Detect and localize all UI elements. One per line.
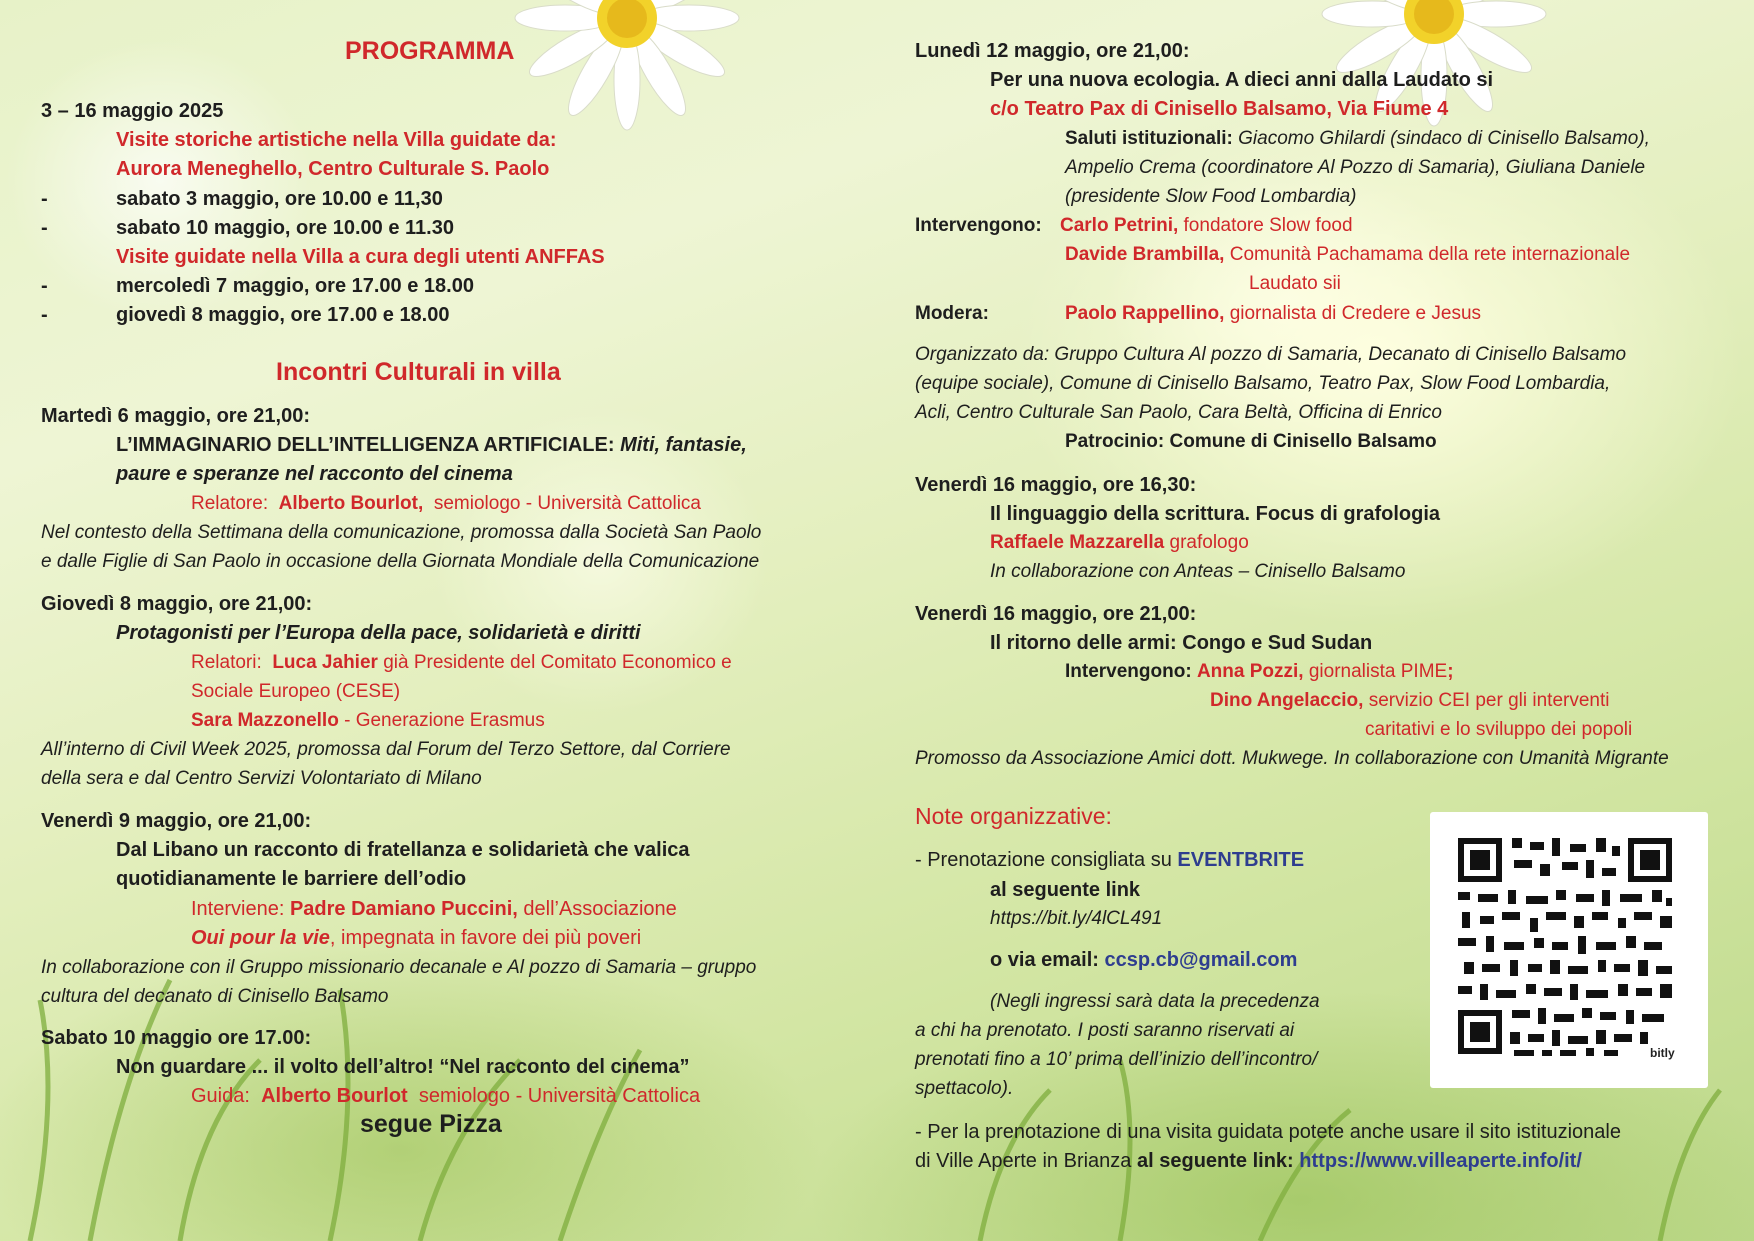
- booking-line: - Prenotazione consigliata su EVENTBRITE: [915, 849, 1305, 871]
- qr-code[interactable]: [1430, 812, 1708, 1088]
- priority-note: a chi ha prenotato. I posti saranno riservati ai: [915, 1020, 1295, 1041]
- event-title: Per una nuova ecologia. A dieci anni dalla Laudato si: [990, 69, 1494, 91]
- priority-note: prenotati fino a 10’ prima dell’inizio dell’incontro/: [915, 1049, 1318, 1070]
- program-title: PROGRAMMA: [345, 37, 515, 65]
- visit1-title: Visite storiche artistiche nella Villa guidate da:: [116, 129, 557, 151]
- event-date: Venerdì 16 maggio, ore 16,30:: [915, 474, 1197, 496]
- visit1-slot: sabato 10 maggio, ore 10.00 e 11.30: [116, 217, 454, 239]
- visit2-title: Visite guidate nella Villa a cura degli utenti ANFFAS: [116, 246, 605, 268]
- event-moderator: Paolo Rappellino, giornalista di Credere e Jesus: [1065, 303, 1482, 324]
- event-speaker: Relatore: Alberto Bourlot, semiologo - Università Cattolica: [191, 493, 702, 514]
- event-speaker: Sara Mazzonello - Generazione Erasmus: [191, 710, 545, 731]
- visit-booking-line: di Ville Aperte in Brianza al seguente link: https://www.villeaperte.info/it/: [915, 1150, 1582, 1172]
- bullet: -: [41, 188, 48, 210]
- event-title: Il linguaggio della scrittura. Focus di grafologia: [990, 503, 1441, 525]
- notes-heading: Note organizzative:: [915, 803, 1112, 829]
- event-venue: c/o Teatro Pax di Cinisello Balsamo, Via Fiume 4: [990, 98, 1449, 120]
- speakers-label: Intervengono:: [915, 215, 1042, 236]
- event-title: quotidianamente le barriere dell’odio: [116, 868, 467, 890]
- visit-booking-line: - Per la prenotazione di una visita guidata potete anche usare il sito istituzionale: [915, 1121, 1621, 1143]
- moderator-label: Modera:: [915, 303, 989, 324]
- eventbrite-link[interactable]: EVENTBRITE: [1177, 849, 1305, 871]
- event-greetings: (presidente Slow Food Lombardia): [1065, 186, 1357, 207]
- event-date: Giovedì 8 maggio, ore 21,00:: [41, 593, 313, 615]
- event-note: cultura del decanato di Cinisello Balsamo: [41, 986, 389, 1007]
- bullet: -: [41, 304, 48, 326]
- event-title: Protagonisti per l’Europa della pace, solidarietà e diritti: [116, 622, 641, 644]
- event-speaker: Carlo Petrini, fondatore Slow food: [1060, 215, 1353, 236]
- bullet: -: [41, 275, 48, 297]
- event-speaker: Dino Angelaccio, servizio CEI per gli interventi: [1210, 690, 1610, 711]
- daisy-top-left-icon: [515, 0, 739, 130]
- event-speaker: caritativi e lo sviluppo dei popoli: [1365, 719, 1633, 740]
- event-date: Venerdì 9 maggio, ore 21,00:: [41, 810, 312, 832]
- event-date: Lunedì 12 maggio, ore 21,00:: [915, 40, 1190, 62]
- event-extra: segue Pizza: [360, 1110, 502, 1138]
- event-patronage: Patrocinio: Comune di Cinisello Balsamo: [1065, 431, 1437, 452]
- event-note: Promosso da Associazione Amici dott. Mukwege. In collaborazione con Umanità Migrante: [915, 748, 1669, 769]
- section-title: Incontri Culturali in villa: [276, 358, 561, 386]
- event-note: In collaborazione con il Gruppo missionario decanale e Al pozzo di Samaria – gruppo: [41, 957, 757, 978]
- event-date: Martedì 6 maggio, ore 21,00:: [41, 405, 310, 427]
- email-line: o via email: ccsp.cb@gmail.com: [990, 949, 1298, 971]
- priority-note: spettacolo).: [915, 1078, 1014, 1099]
- visit2-slot: giovedì 8 maggio, ore 17.00 e 18.00: [116, 304, 450, 326]
- event-speaker: Intervengono: Anna Pozzi, giornalista PIME;: [1065, 661, 1454, 682]
- event-title: Il ritorno delle armi: Congo e Sud Sudan: [990, 632, 1373, 654]
- event-speaker: Oui pour la vie, impegnata in favore dei più poveri: [191, 927, 642, 949]
- event-note: In collaborazione con Anteas – Cinisello Balsamo: [990, 561, 1406, 582]
- event-title: Dal Libano un racconto di fratellanza e solidarietà che valica: [116, 839, 690, 861]
- email-link[interactable]: ccsp.cb@gmail.com: [1104, 949, 1298, 971]
- event-speaker: Laudato sii: [1249, 273, 1341, 294]
- event-title: Non guardare ... il volto dell’altro! “Nel racconto del cinema”: [116, 1056, 690, 1078]
- event-note: All’interno di Civil Week 2025, promossa dal Forum del Terzo Settore, dal Corriere: [41, 739, 731, 760]
- event-note: e dalle Figlie di San Paolo in occasione della Giornata Mondiale della Comunicazione: [41, 551, 760, 572]
- visit2-slot: mercoledì 7 maggio, ore 17.00 e 18.00: [116, 275, 474, 297]
- visit1-slot: sabato 3 maggio, ore 10.00 e 11,30: [116, 188, 443, 210]
- event-speaker: Relatori: Luca Jahier già Presidente del Comitato Economico e: [191, 652, 732, 673]
- booking-link-label: al seguente link: [990, 879, 1141, 901]
- event-date: Sabato 10 maggio ore 17.00:: [41, 1027, 312, 1049]
- visit1-guide: Aurora Meneghello, Centro Culturale S. Paolo: [116, 158, 550, 180]
- event-organizers: Acli, Centro Culturale San Paolo, Cara Beltà, Officina di Enrico: [915, 402, 1442, 423]
- qr-brand: bitly: [1650, 1046, 1675, 1060]
- priority-note: (Negli ingressi sarà data la precedenza: [990, 991, 1320, 1012]
- event-title: L’IMMAGINARIO DELL’INTELLIGENZA ARTIFICIALE: Miti, fantasie,: [116, 434, 747, 456]
- event-organizers: Organizzato da: Gruppo Cultura Al pozzo di Samaria, Decanato di Cinisello Balsamo: [915, 344, 1627, 365]
- event-speaker: Guida: Alberto Bourlot semiologo - Università Cattolica: [191, 1085, 701, 1107]
- event-title: paure e speranze nel racconto del cinema: [116, 463, 513, 485]
- event-speaker: Raffaele Mazzarella grafologo: [990, 532, 1249, 553]
- event-note: della sera e dal Centro Servizi Volontariato di Milano: [41, 768, 482, 789]
- bullet: -: [41, 217, 48, 239]
- event-greetings: Saluti istituzionali: Giacomo Ghilardi (sindaco di Cinisello Balsamo),: [1065, 128, 1650, 149]
- event-greetings: Ampelio Crema (coordinatore Al Pozzo di Samaria), Giuliana Daniele: [1065, 157, 1646, 178]
- booking-url[interactable]: https://bit.ly/4lCL491: [990, 908, 1163, 929]
- event-speaker: Davide Brambilla, Comunità Pachamama della rete internazionale: [1065, 244, 1631, 265]
- event-date: Venerdì 16 maggio, ore 21,00:: [915, 603, 1197, 625]
- program-dates: 3 – 16 maggio 2025: [41, 100, 224, 122]
- event-speaker: Interviene: Padre Damiano Puccini, dell’Associazione: [191, 898, 677, 920]
- event-note: Nel contesto della Settimana della comunicazione, promossa dalla Società San Paolo: [41, 522, 762, 543]
- event-organizers: (equipe sociale), Comune di Cinisello Balsamo, Teatro Pax, Slow Food Lombardia,: [915, 373, 1611, 394]
- event-speaker: Sociale Europeo (CESE): [191, 681, 401, 702]
- villeaperte-link[interactable]: https://www.villeaperte.info/it/: [1299, 1150, 1582, 1172]
